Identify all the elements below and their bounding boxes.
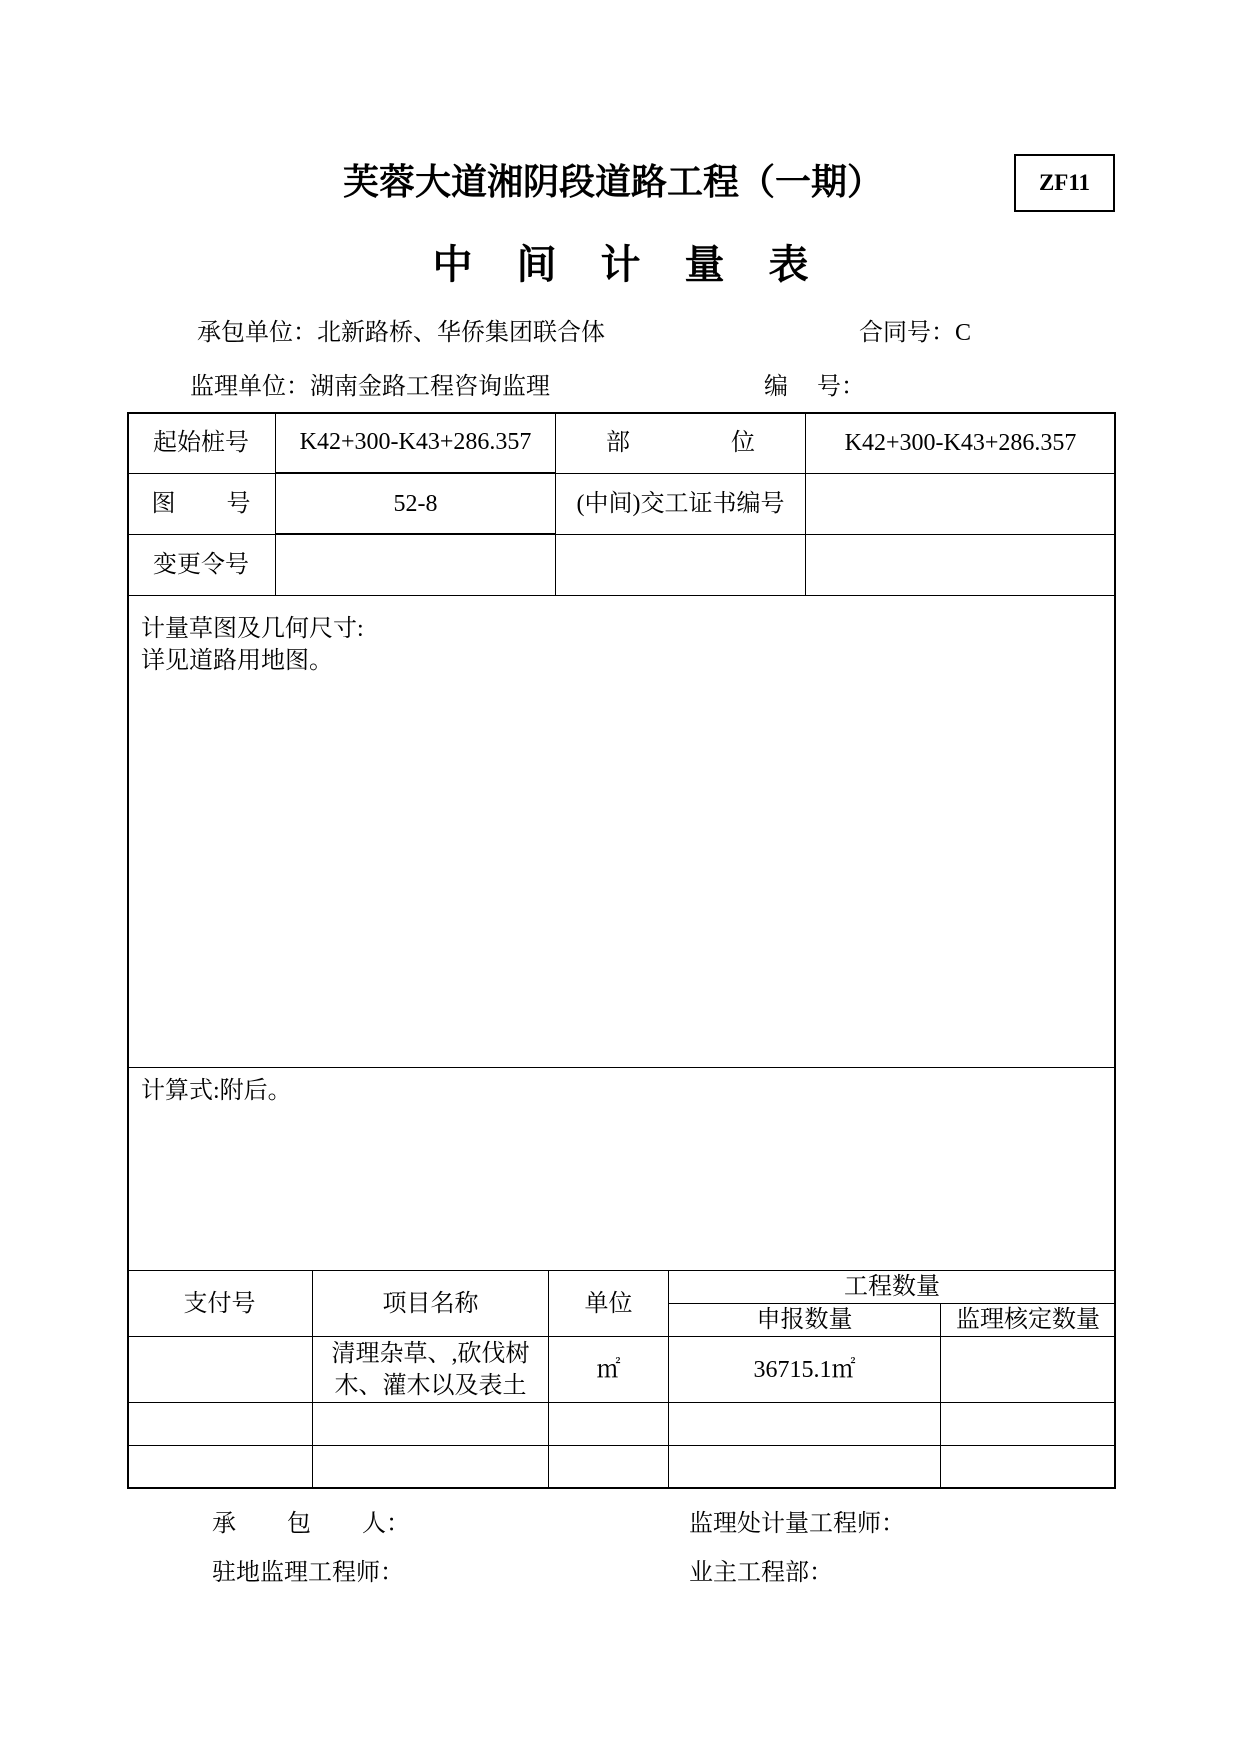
start-stake-label-cell	[127, 412, 276, 474]
drawing-no-label: 图 号	[151, 491, 251, 517]
header-item-name	[313, 1271, 549, 1337]
certificate-no-label-cell	[556, 474, 806, 535]
contract-no-line	[859, 317, 971, 349]
empty-cell	[669, 1446, 941, 1489]
certificate-no-cell	[806, 474, 1116, 535]
signature-owner-department: 业主工程部：	[689, 1560, 833, 1586]
item-name-line: 木、灌木以及表土	[334, 1372, 527, 1399]
calculation-label: 计算式:	[141, 1078, 220, 1104]
contract-no-value: C	[955, 320, 972, 346]
location-cell	[806, 412, 1116, 474]
supervisor-line	[190, 371, 550, 403]
header-unit	[549, 1271, 669, 1337]
certificate-no-label: (中间)交工证书编号	[576, 491, 785, 517]
start-stake-cell	[276, 412, 556, 474]
header-quantity-group-label: 工程数量	[844, 1274, 940, 1300]
drawing-no-label-cell	[127, 474, 276, 535]
change-order-cell	[276, 535, 556, 596]
document-title: 芙蓉大道湘阴段道路工程（一期）	[342, 162, 883, 202]
location-value: K42+300-K43+286.357	[844, 429, 1077, 456]
contractor-value: 北新路桥、华侨集团联合体	[317, 320, 605, 346]
change-order-label-cell	[127, 535, 276, 596]
start-stake-value: K42+300-K43+286.357	[299, 429, 532, 455]
declared-quantity-value: 36715.1㎡	[753, 1356, 856, 1383]
contract-no-label: 合同号：	[859, 320, 955, 346]
item-name-cell	[313, 1337, 549, 1403]
signature-metering-engineer: 监理处计量工程师：	[689, 1511, 905, 1537]
calculation-value: 附后。	[219, 1078, 292, 1104]
empty-cell	[669, 1403, 941, 1446]
header-item-name-label: 项目名称	[382, 1290, 479, 1317]
sketch-label: 计量草图及几何尺寸:	[141, 616, 364, 642]
form-code: ZF11	[1038, 170, 1091, 195]
empty-cell	[549, 1446, 669, 1489]
start-stake-label: 起始桩号	[153, 429, 249, 456]
empty-cell	[941, 1446, 1116, 1489]
empty-cell	[313, 1446, 549, 1489]
declared-quantity-cell	[669, 1337, 941, 1403]
header-declared-label: 申报数量	[756, 1307, 853, 1333]
location-label: 部 位	[606, 429, 755, 456]
header-unit-label: 单位	[584, 1290, 633, 1317]
empty-cell	[313, 1403, 549, 1446]
empty-cell	[941, 1403, 1116, 1446]
header-payment-no	[127, 1271, 313, 1337]
empty-cell	[549, 1403, 669, 1446]
payment-no-cell	[127, 1337, 313, 1403]
empty-cell	[556, 535, 806, 596]
supervisor-label: 监理单位：	[190, 374, 310, 400]
location-label-cell	[556, 412, 806, 474]
empty-cell	[806, 535, 1116, 596]
approved-quantity-cell	[941, 1337, 1116, 1403]
form-code-box	[1014, 154, 1115, 212]
serial-no-label: 编 号：	[764, 374, 865, 400]
drawing-no-value: 52-8	[393, 490, 438, 517]
contractor-line	[197, 317, 605, 349]
drawing-no-cell	[276, 474, 556, 535]
header-approved-label: 监理核定数量	[956, 1307, 1100, 1333]
signature-contractor: 承 包 人：	[212, 1511, 410, 1537]
header-declared	[669, 1304, 941, 1337]
unit-cell	[549, 1337, 669, 1403]
sketch-note: 详见道路用地图。	[141, 648, 333, 674]
unit-value: ㎡	[596, 1356, 621, 1383]
document-subtitle: 中 间 计 量 表	[432, 242, 809, 287]
item-name-line: 清理杂草、,砍伐树	[331, 1340, 530, 1367]
supervisor-value: 湖南金路工程咨询监理	[310, 374, 550, 400]
header-payment-no-label: 支付号	[183, 1290, 256, 1317]
item-name	[332, 1338, 530, 1402]
header-quantity-group	[669, 1271, 1116, 1304]
change-order-label: 变更令号	[153, 552, 249, 578]
contractor-label: 承包单位：	[197, 320, 317, 346]
empty-cell	[127, 1403, 313, 1446]
signature-resident-engineer: 驻地监理工程师：	[212, 1560, 404, 1586]
header-approved	[941, 1304, 1116, 1337]
calculation-cell	[127, 1068, 1116, 1271]
sketch-cell	[127, 596, 1116, 1068]
empty-cell	[127, 1446, 313, 1489]
